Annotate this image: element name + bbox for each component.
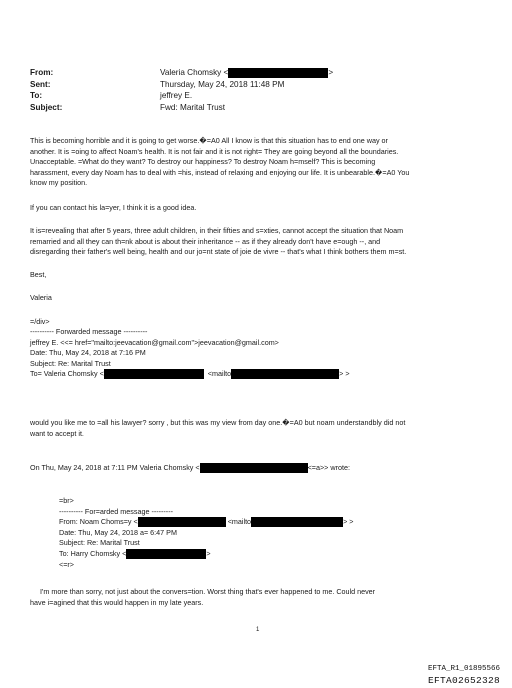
forward-header: ---------- For=arded message --------- xyxy=(59,506,173,516)
text-line: Unacceptable. =What do they want? To destroy our happiness? To destroy Noam h=mself? This is becoming xyxy=(30,157,376,167)
text-line: disregarding their father's well being, health and our jo=nt state of joie de vivre -- that's what I think bothers them m=st. xyxy=(30,247,407,257)
forward-from: jeffrey E. <<= href="mailto:jeevacation@gmail.com">jeevacation@gmail.com> xyxy=(30,337,279,347)
text-line: remarried and all they can th=nk about is about their inheritance -- as if they already don't have e=ough --, and xyxy=(30,236,381,246)
quote-line xyxy=(30,463,482,474)
forward-from xyxy=(59,517,479,528)
redaction-box xyxy=(138,517,226,527)
div-tag-text: =/div> xyxy=(30,317,50,326)
quote-prefix: On Thu, May 24, 2018 at 7:11 PM Valeria Chomsky < xyxy=(30,463,200,472)
div-tag xyxy=(30,317,482,328)
from-row xyxy=(30,67,333,79)
redaction-box xyxy=(228,68,328,78)
forward-from-mailto: <mailto xyxy=(227,517,252,527)
to-row xyxy=(30,90,333,102)
from-tail: > xyxy=(328,68,334,77)
subject-row xyxy=(30,102,333,114)
sent-value: Thursday, May 24, 2018 11:48 PM xyxy=(160,79,285,89)
signature xyxy=(30,293,482,304)
message-paragraph-1 xyxy=(30,136,482,189)
sent-row xyxy=(30,79,333,91)
forward-to-prefix: To: Harry Chomsky < xyxy=(59,548,127,558)
bates-number-1: EFTA_R1_01895566 xyxy=(427,665,500,673)
forward-to xyxy=(30,369,482,380)
subject-label: Subject: xyxy=(30,102,63,112)
text-line: It is=revealing that after 5 years, three adult children, in their fifties and s=xties, cannot accept the situation that Noam xyxy=(30,226,404,235)
redaction-box xyxy=(251,517,343,527)
forward-subject: Subject: Re: Marital Trust xyxy=(30,358,111,368)
final-message xyxy=(30,587,482,608)
text-line: know my position. xyxy=(30,178,88,188)
forward-subject: Subject: Re: Marital Trust xyxy=(59,538,140,548)
message-paragraph-2 xyxy=(30,203,482,214)
forward-to-mailto: <mailto xyxy=(207,369,232,379)
text-line: I'm more than sorry, not just about the convers=tion. Worst thing that's ever happened to me. Could never xyxy=(40,587,376,596)
page-number: 1 xyxy=(256,627,260,633)
reply-paragraph xyxy=(30,418,482,439)
subject-value: Fwd: Marital Trust xyxy=(160,102,226,112)
forward-date: Date: Thu, May 24, 2018 a= 6:47 PM xyxy=(59,527,177,537)
forward-to xyxy=(59,549,479,560)
to-label: To: xyxy=(30,91,43,101)
quote-attribution xyxy=(30,463,482,474)
from-value xyxy=(160,67,333,79)
text-line: would you like me to =all his lawyer? sorry , but this was my view from day one.�=A0 but noam understandbly did not xyxy=(30,418,406,427)
text-line: harassment, every day Noam has to deal with =his, instead of relaxing and enjoying our life. It is unbearable.�=A0 You xyxy=(30,167,410,177)
signature-text: Valeria xyxy=(30,293,52,302)
forward-date: Date: Thu, May 24, 2018 at 7:16 PM xyxy=(30,348,146,358)
r-tag: <=r> xyxy=(59,559,74,569)
text-line: This is becoming horrible and it is going to get worse.�=A0 All I know is that this situation has to end one way or xyxy=(30,136,388,145)
sent-label: Sent: xyxy=(30,79,51,89)
forward-to-prefix: To= Valeria Chomsky < xyxy=(30,369,104,379)
redaction-box xyxy=(200,463,308,473)
from-label: From: xyxy=(30,68,54,77)
text-line: want to accept it. xyxy=(30,428,84,438)
closing xyxy=(30,270,482,281)
forward-from-end: > > xyxy=(343,517,354,527)
br-tag: =br> xyxy=(59,496,74,505)
to-value: jeffrey E. xyxy=(160,91,193,101)
message-paragraph-3 xyxy=(30,226,482,258)
forward-to-end: > xyxy=(206,548,211,558)
from-name: Valeria Chomsky < xyxy=(160,68,229,77)
text-line: have i=agined that this would happen in my late years. xyxy=(30,597,204,607)
forward-header: ---------- Forwarded message ---------- xyxy=(30,327,148,336)
closing-text: Best, xyxy=(30,270,47,279)
redaction-box xyxy=(231,369,339,379)
text-line: another. It is =oing to affect Noam's health. It is not fair and it is not right= They are going beyond all the boundaries. xyxy=(30,146,399,156)
email-header xyxy=(30,67,333,113)
forward-from-prefix: From: Noam Choms=y < xyxy=(59,517,138,527)
redaction-box xyxy=(126,549,206,559)
forward-to-end: > > xyxy=(339,369,350,379)
forwarded-message-1 xyxy=(30,327,482,380)
bates-number-2: EFTA02652328 xyxy=(427,675,500,686)
redaction-box xyxy=(104,369,204,379)
quote-suffix: <=a>> wrote: xyxy=(307,463,350,472)
text-line: If you can contact his la=yer, I think it is a good idea. xyxy=(30,203,197,212)
forwarded-message-2 xyxy=(59,496,479,570)
